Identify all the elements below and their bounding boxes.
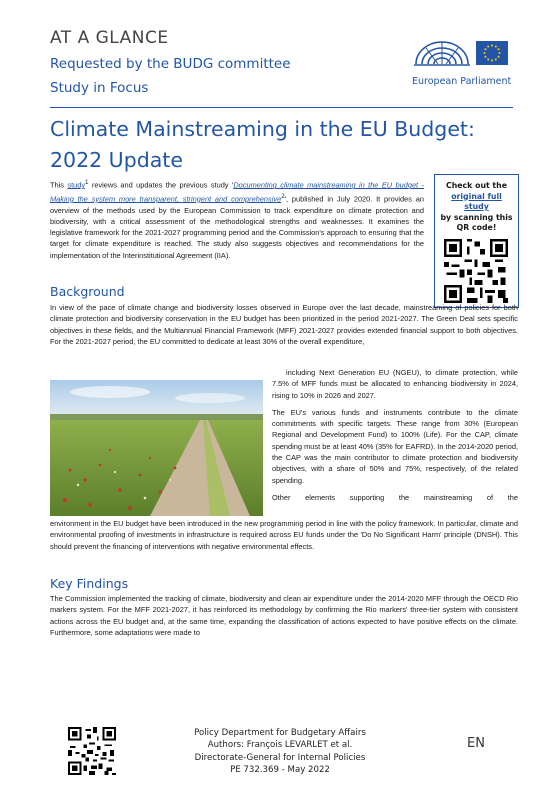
european-parliament-logo bbox=[412, 34, 512, 87]
background-side-paragraph-1: including Next Generation EU (NGEU), to climate protection, while 7.5% of MFF funds must be allocated to enhancing biodiversity in 2024, rising to 10% in 2026 and 2027. bbox=[272, 368, 518, 400]
title-line-2: 2022 Update bbox=[50, 148, 183, 172]
dirt-road-field-image bbox=[50, 380, 263, 516]
qr-callout-box bbox=[434, 174, 519, 308]
page-title bbox=[50, 114, 520, 176]
qr-line-2: by scanning this bbox=[440, 212, 513, 222]
parliament-hemicycle-icon bbox=[412, 34, 472, 72]
header-at-a-glance: AT A GLANCE bbox=[50, 28, 169, 48]
background-paragraph-3: environment in the EU budget have been introduced in the new programming period in line with the policy framework. In particular, climate and environmental proofing of investments in infrastructure is required across EU funds under the 'Do No Significant Harm' principle (DNSH). This should prevent the financing of interventions with negative environmental effects. bbox=[50, 519, 518, 551]
qr-line-3: QR code! bbox=[456, 223, 497, 232]
footer-qr-code-icon[interactable] bbox=[68, 727, 116, 775]
footer-department: Policy Department for Budgetary Affairs bbox=[194, 728, 366, 738]
study-link[interactable]: study bbox=[67, 180, 86, 190]
intro-paragraph: This study$^1$ reviews and updates the previous study 'Documenting climate mainstreaming in the EU budget - Making the system more transparent, stringent and comprehensive$^2$', published in July 2020. It provides an overview of the methods used by the European Commission to track expenditure on climate protection and biodiversity, with a critical assessment of the methodological strengths and weaknesses. It examines the legislative framework for the 2021-2027 programming period and the Commission's approach to ensuring that the target for climate expenditure is reached. The study also suggests objectives and recommendations for the implementation of the Interinstitutional Agreement (IIA). bbox=[50, 179, 424, 260]
footer-directorate: Directorate-General for Internal Policies bbox=[194, 752, 366, 763]
title-line-1: Climate Mainstreaming in the EU Budget: bbox=[50, 117, 475, 141]
background-side-paragraph-2: The EU's various funds and instruments contribute to the climate commitments with specific targets. These range from 30% (European Regional and Development Fund) to 100% (Life). For the CAP, climate spending must be at least 40% (35% for EAFRD). In the 2014-2020 period, the CAP was the main contributor to climate protection and biodiversity objectives, with a share of 50% and 75%, respectively, of the related spending. bbox=[272, 407, 518, 485]
intro-text-c: ', published in July 2020. It provides an overview of the methods used by the European Commission to track expenditure on climate protection and biodiversity, with a critical assessment of the methodological strengths and weaknesses. It examines the legislative framework for the 2021-2027 programming period and the Commission's approach to ensuring that the target for climate expenditure is reached. The study also suggests objectives and recommendations for the implementation of the Interinstitutional Agreement (IIA). bbox=[50, 194, 424, 260]
landscape-photo-icon bbox=[50, 380, 263, 516]
qr-code-icon[interactable] bbox=[444, 239, 508, 303]
footer-authors: Authors: François LEVARLET et al. bbox=[207, 740, 353, 751]
intro-text-b: reviews and updates the previous study ' bbox=[88, 180, 234, 190]
qr-line-1: Check out the bbox=[446, 181, 507, 190]
footer-reference: PE 732.369 - May 2022 bbox=[230, 764, 330, 775]
key-findings-heading: Key Findings bbox=[50, 576, 129, 591]
header-requested-by: Requested by the BUDG committee bbox=[50, 56, 291, 72]
european-parliament-label: European Parliament bbox=[412, 76, 512, 87]
background-side-column bbox=[272, 367, 518, 503]
key-findings-paragraph: The Commission implemented the tracking of climate, biodiversity and clean air expenditure under the 2014-2020 MFF through the OECD Rio markers system. For the MFF 2021-2027, it has reinforced its methodology by confirming the Rio markers' three-tier system with consistent actions across the EU budget and, at the same time, expanding the classification of actions expected to have positive effects on the climate. Furthermore, some adaptations were made to bbox=[50, 594, 518, 637]
background-side-paragraph-3: Other elements supporting the mainstreaming of the bbox=[272, 492, 518, 502]
previous-study-link[interactable]: Documenting climate mainstreaming in the EU budget - Making the system more transparent, stringent and comprehensive bbox=[50, 180, 424, 204]
header-study-in-focus: Study in Focus bbox=[50, 80, 149, 96]
eu-flag-icon bbox=[476, 41, 508, 65]
qr-callout-text bbox=[435, 181, 518, 234]
background-heading: Background bbox=[50, 284, 125, 299]
original-study-link[interactable]: original full study bbox=[451, 191, 502, 211]
background-paragraph-1: In view of the pace of climate change and biodiversity losses observed in Europe over the last decade, mainstreaming of policies for both climate protection and biodiversity conservation in the EU budget has been prioritized in the period 2021-2027. The Green Deal sets specific objectives in these fields, and the Multiannual Financial Framework (MFF) 2021-2027 provides extended financial support to both objectives. For the 2021-2027 period, the EU committed to dedicate at least 30% of the overall expenditure, bbox=[50, 303, 518, 346]
intro-text-a: This bbox=[50, 180, 68, 190]
header-divider bbox=[50, 107, 513, 108]
language-code: EN bbox=[467, 736, 485, 751]
footer-info bbox=[170, 727, 390, 776]
